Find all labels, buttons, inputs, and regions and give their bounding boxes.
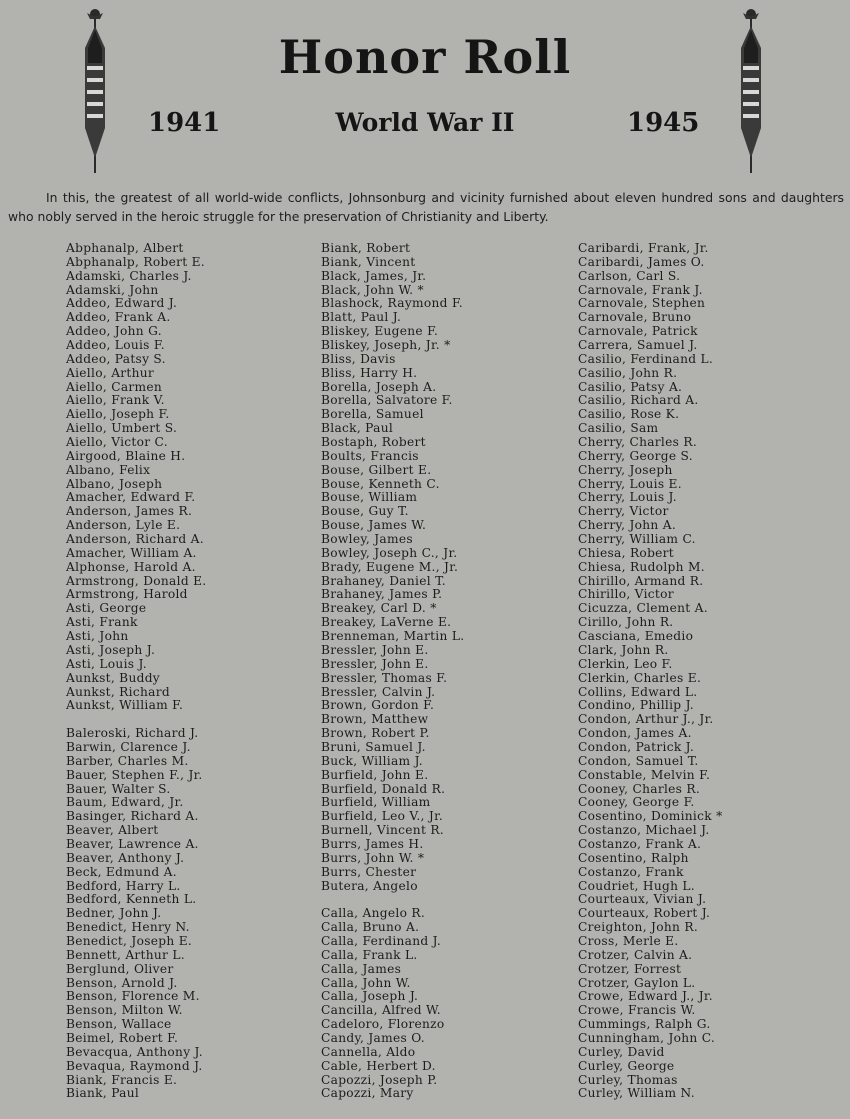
honor-roll-entry: Buck, William J.: [321, 753, 423, 768]
honor-roll-entry: Costanzo, Frank A.: [578, 836, 702, 851]
honor-roll-entry: Bliskey, Joseph, Jr. *: [321, 338, 451, 353]
honor-roll-entry: Casilio, Sam: [578, 421, 659, 436]
honor-roll-entry: Casilio, Richard A.: [578, 393, 699, 408]
honor-roll-entry: Aunkst, Richard: [66, 684, 170, 699]
honor-roll-entry: Courteaux, Robert J.: [578, 906, 711, 921]
honor-roll-entry: Aiello, Victor C.: [66, 435, 168, 450]
honor-roll-entry: Burfield, Donald R.: [321, 781, 446, 796]
honor-roll-entry: Bouse, Gilbert E.: [321, 462, 432, 477]
honor-roll-entry: Chirillo, Victor: [578, 587, 674, 602]
honor-roll-entry: Burrs, Chester: [321, 864, 417, 879]
honor-roll-entry: Brown, Matthew: [321, 712, 429, 727]
honor-roll-entry: Calla, Joseph J.: [321, 989, 419, 1004]
honor-roll-entry: Breakey, Carl D. *: [321, 601, 437, 616]
honor-roll-entry: Asti, George: [66, 601, 147, 616]
honor-roll-entry: Black, John W. *: [321, 282, 424, 297]
column-spacer: [321, 893, 464, 907]
page-header: [0, 0, 850, 178]
honor-roll-entry: Butera, Angelo: [321, 878, 418, 893]
honor-roll-entry: Collins, Edward L.: [578, 684, 698, 699]
honor-roll-entry: Chiesa, Rudolph M.: [578, 559, 705, 574]
honor-roll-entry: Courteaux, Vivian J.: [578, 892, 707, 907]
honor-roll-entry: Beaver, Anthony J.: [66, 850, 185, 865]
name-column: [321, 242, 464, 1101]
honor-roll-entry: Benson, Milton W.: [66, 1003, 183, 1018]
page-subtitle: World War II: [335, 108, 515, 137]
honor-roll-entry: Brahaney, Daniel T.: [321, 573, 446, 588]
honor-roll-entry: Benson, Florence M.: [66, 989, 200, 1004]
honor-roll-entry: Condon, Patrick J.: [578, 739, 695, 754]
honor-roll-entry: Cherry, Louis E.: [578, 476, 682, 491]
honor-roll-entry: Cherry, Louis J.: [578, 490, 677, 505]
page-title: Honor Roll: [278, 30, 572, 84]
honor-roll-entry: Borella, Salvatore F.: [321, 393, 453, 408]
honor-roll-entry: Aiello, Frank V.: [66, 393, 165, 408]
honor-roll-entry: Airgood, Blaine H.: [66, 448, 186, 463]
honor-roll-entry: Crotzer, Forrest: [578, 961, 682, 976]
honor-roll-entry: Coudriet, Hugh L.: [578, 878, 695, 893]
honor-roll-entry: Bauer, Walter S.: [66, 781, 171, 796]
honor-roll-entry: Calla, Ferdinand J.: [321, 933, 442, 948]
honor-roll-entry: Adamski, John: [66, 282, 159, 297]
honor-roll-entry: Clerkin, Charles E.: [578, 670, 702, 685]
honor-roll-entry: Bressler, Thomas F.: [321, 670, 448, 685]
honor-roll-entry: Blashock, Raymond F.: [321, 296, 463, 311]
honor-roll-entry: Albano, Felix: [66, 462, 151, 477]
honor-roll-entry: Curley, George: [578, 1058, 675, 1073]
honor-roll-entry: Chirillo, Armand R.: [578, 573, 704, 588]
honor-roll-entry: Carnovale, Bruno: [578, 310, 692, 325]
honor-roll-entry: Cummings, Ralph G.: [578, 1017, 711, 1032]
honor-roll-entry: Albano, Joseph: [66, 476, 163, 491]
honor-roll-entry: Carnovale, Frank J.: [578, 282, 703, 297]
honor-roll-entry: Crowe, Francis W.: [578, 1003, 696, 1018]
name-column: [66, 242, 206, 1101]
honor-roll-entry: Bevacqua, Anthony J.: [66, 1044, 203, 1059]
honor-roll-entry: Burnell, Vincent R.: [321, 823, 444, 838]
honor-roll-entry: Berglund, Oliver: [66, 961, 174, 976]
honor-roll-entry: Condon, Samuel T.: [578, 753, 699, 768]
honor-roll-entry: Amacher, Edward F.: [66, 490, 196, 505]
honor-roll-entry: Carrera, Samuel J.: [578, 338, 698, 353]
honor-roll-entry: Breakey, LaVerne E.: [321, 615, 452, 630]
honor-roll-entry: Bouse, William: [321, 490, 418, 505]
honor-roll-entry: Bliss, Harry H.: [321, 365, 418, 380]
honor-roll-entry: Burfield, William: [321, 795, 431, 810]
honor-roll-entry: Creighton, John R.: [578, 920, 698, 935]
honor-roll-entry: Bressler, Calvin J.: [321, 684, 436, 699]
honor-roll-entry: Barber, Charles M.: [66, 753, 189, 768]
honor-roll-entry: Cosentino, Dominick *: [578, 809, 723, 824]
honor-roll-entry: Bouse, Guy T.: [321, 504, 409, 519]
honor-roll-entry: Addeo, John G.: [66, 324, 162, 339]
honor-roll-entry: Candy, James O.: [321, 1030, 425, 1045]
honor-roll-entry: Addeo, Frank A.: [66, 310, 171, 325]
honor-roll-entry: Baleroski, Richard J.: [66, 726, 199, 741]
honor-roll-entry: Calla, John W.: [321, 975, 411, 990]
honor-roll-entry: Beaver, Lawrence A.: [66, 836, 199, 851]
honor-roll-entry: Bedford, Harry L.: [66, 878, 181, 893]
intro-paragraph: In this, the greatest of all world-wide conflicts, Johnsonburg and vicinity furnished about eleven hundred sons and daughters who nobly served in the heroic struggle for the preservation of Christianity and Liberty.: [8, 190, 844, 224]
year-start: 1941: [148, 108, 221, 138]
honor-roll-entry: Borella, Samuel: [321, 407, 424, 422]
honor-roll-entry: Brahaney, James P.: [321, 587, 443, 602]
honor-roll-entry: Brown, Gordon F.: [321, 698, 435, 713]
honor-roll-entry: Costanzo, Michael J.: [578, 823, 710, 838]
honor-roll-entry: Bowley, Joseph C., Jr.: [321, 545, 458, 560]
honor-roll-entry: Baum, Edward, Jr.: [66, 795, 184, 810]
honor-roll-entry: Crotzer, Calvin A.: [578, 947, 693, 962]
honor-roll-entry: Barwin, Clarence J.: [66, 739, 191, 754]
honor-roll-entry: Cirillo, John R.: [578, 615, 674, 630]
honor-roll-entry: Bouse, Kenneth C.: [321, 476, 440, 491]
honor-roll-entry: Bliskey, Eugene F.: [321, 324, 439, 339]
honor-roll-entry: Cannella, Aldo: [321, 1044, 416, 1059]
honor-roll-entry: Cherry, John A.: [578, 518, 677, 533]
honor-roll-entry: Cherry, William C.: [578, 532, 696, 547]
honor-roll-entry: Condon, Arthur J., Jr.: [578, 712, 714, 727]
honor-roll-entry: Blatt, Paul J.: [321, 310, 402, 325]
honor-roll-entry: Clerkin, Leo F.: [578, 656, 673, 671]
honor-roll-entry: Basinger, Richard A.: [66, 809, 199, 824]
honor-roll-entry: Asti, John: [66, 629, 129, 644]
honor-roll-entry: Calla, Frank L.: [321, 947, 418, 962]
honor-roll-entry: Bennett, Arthur L.: [66, 947, 185, 962]
honor-roll-entry: Benson, Wallace: [66, 1017, 172, 1032]
honor-roll-entry: Abphanalp, Albert: [66, 241, 184, 255]
honor-roll-entry: Casilio, Ferdinand L.: [578, 351, 714, 366]
honor-roll-entry: Aunkst, William F.: [66, 698, 184, 713]
column-spacer: [66, 713, 206, 727]
honor-roll-entry: Bouse, James W.: [321, 518, 427, 533]
honor-roll-entry: Biank, Robert: [321, 241, 411, 255]
honor-roll-entry: Boults, Francis: [321, 448, 419, 463]
honor-roll-entry: Casilio, Rose K.: [578, 407, 680, 422]
honor-roll-entry: Bostaph, Robert: [321, 435, 426, 450]
honor-roll-entry: Chiesa, Robert: [578, 545, 675, 560]
honor-roll-entry: Burrs, John W. *: [321, 850, 425, 865]
honor-roll-entry: Condino, Phillip J.: [578, 698, 694, 713]
honor-roll-entry: Aunkst, Buddy: [66, 670, 160, 685]
honor-roll-entry: Carnovale, Stephen: [578, 296, 706, 311]
honor-roll-entry: Brady, Eugene M., Jr.: [321, 559, 459, 574]
honor-roll-entry: Burrs, James H.: [321, 836, 424, 851]
honor-roll-entry: Aiello, Joseph F.: [66, 407, 170, 422]
honor-roll-entry: Cherry, George S.: [578, 448, 693, 463]
honor-roll-entry: Asti, Louis J.: [66, 656, 147, 671]
honor-roll-entry: Cancilla, Alfred W.: [321, 1003, 441, 1018]
honor-roll-entry: Cherry, Charles R.: [578, 435, 698, 450]
honor-roll-entry: Cooney, Charles R.: [578, 781, 701, 796]
honor-roll-entry: Asti, Frank: [66, 615, 138, 630]
honor-roll-entry: Cable, Herbert D.: [321, 1058, 436, 1073]
honor-roll-entry: Carnovale, Patrick: [578, 324, 698, 339]
honor-roll-entry: Armstrong, Harold: [66, 587, 188, 602]
name-column: [578, 242, 723, 1101]
honor-roll-entry: Benedict, Henry N.: [66, 920, 190, 935]
honor-roll-entry: Biank, Paul: [66, 1086, 140, 1101]
honor-roll-entry: Black, Paul: [321, 421, 394, 436]
honor-roll-entry: Costanzo, Frank: [578, 864, 684, 879]
honor-roll-entry: Cooney, George F.: [578, 795, 695, 810]
honor-roll-entry: Bressler, John E.: [321, 656, 429, 671]
honor-roll-entry: Beaver, Albert: [66, 823, 159, 838]
honor-roll-entry: Bedford, Kenneth L.: [66, 892, 197, 907]
honor-roll-entry: Calla, Angelo R.: [321, 906, 426, 921]
honor-roll-entry: Curley, Thomas: [578, 1072, 678, 1087]
honor-roll-entry: Bevaqua, Raymond J.: [66, 1058, 203, 1073]
honor-roll-entry: Amacher, William A.: [66, 545, 197, 560]
honor-roll-entry: Asti, Joseph J.: [66, 642, 156, 657]
honor-roll-entry: Beimel, Robert F.: [66, 1030, 179, 1045]
honor-roll-entry: Caribardi, Frank, Jr.: [578, 241, 709, 255]
honor-roll-entry: Calla, James: [321, 961, 402, 976]
honor-roll-entry: Curley, William N.: [578, 1086, 695, 1101]
honor-roll-entry: Anderson, James R.: [66, 504, 193, 519]
honor-roll-entry: Cunningham, John C.: [578, 1030, 716, 1045]
honor-roll-entry: Black, James, Jr.: [321, 268, 427, 283]
honor-roll-entry: Armstrong, Donald E.: [66, 573, 207, 588]
honor-roll-entry: Constable, Melvin F.: [578, 767, 711, 782]
honor-roll-entry: Caribardi, James O.: [578, 254, 705, 269]
honor-roll-entry: Abphanalp, Robert E.: [66, 254, 205, 269]
honor-roll-entry: Carlson, Carl S.: [578, 268, 681, 283]
honor-roll-entry: Addeo, Patsy S.: [66, 351, 166, 366]
honor-roll-entry: Benedict, Joseph E.: [66, 933, 193, 948]
honor-roll-entry: Bressler, John E.: [321, 642, 429, 657]
honor-roll-entry: Benson, Arnold J.: [66, 975, 178, 990]
honor-roll-entry: Casilio, John R.: [578, 365, 678, 380]
honor-roll-entry: Clark, John R.: [578, 642, 669, 657]
honor-roll-entry: Cicuzza, Clement A.: [578, 601, 708, 616]
honor-roll-entry: Anderson, Richard A.: [66, 532, 204, 547]
honor-roll-entry: Bedner, John J.: [66, 906, 162, 921]
honor-roll-entry: Adamski, Charles J.: [66, 268, 192, 283]
honor-roll-entry: Casilio, Patsy A.: [578, 379, 683, 394]
honor-roll-entry: Addeo, Louis F.: [66, 338, 165, 353]
honor-roll-entry: Brenneman, Martin L.: [321, 629, 465, 644]
honor-roll-entry: Crotzer, Gaylon L.: [578, 975, 696, 990]
honor-roll-entry: Biank, Francis E.: [66, 1072, 178, 1087]
honor-roll-entry: Condon, James A.: [578, 726, 692, 741]
honor-roll-entry: Cross, Merle E.: [578, 933, 679, 948]
honor-roll-entry: Cosentino, Ralph: [578, 850, 689, 865]
honor-roll-entry: Borella, Joseph A.: [321, 379, 437, 394]
honor-roll-entry: Capozzi, Joseph P.: [321, 1072, 438, 1087]
honor-roll-entry: Cadeloro, Florenzo: [321, 1017, 445, 1032]
honor-roll-entry: Brown, Robert P.: [321, 726, 430, 741]
honor-roll-entry: Aiello, Umbert S.: [66, 421, 178, 436]
honor-roll-entry: Biank, Vincent: [321, 254, 416, 269]
honor-roll-entry: Calla, Bruno A.: [321, 920, 420, 935]
honor-roll-entry: Burfield, John E.: [321, 767, 429, 782]
honor-roll-entry: Bauer, Stephen F., Jr.: [66, 767, 203, 782]
honor-roll-entry: Cherry, Joseph: [578, 462, 673, 477]
honor-roll-entry: Curley, David: [578, 1044, 665, 1059]
honor-roll-entry: Crowe, Edward J., Jr.: [578, 989, 713, 1004]
honor-roll-entry: Capozzi, Mary: [321, 1086, 414, 1101]
honor-roll-entry: Bliss, Davis: [321, 351, 396, 366]
honor-roll-entry: Addeo, Edward J.: [66, 296, 178, 311]
honor-roll-entry: Anderson, Lyle E.: [66, 518, 181, 533]
honor-roll-entry: Aiello, Arthur: [66, 365, 155, 380]
honor-roll-entry: Casciana, Emedio: [578, 629, 694, 644]
honor-roll-entry: Bowley, James: [321, 532, 413, 547]
honor-roll-entry: Burfield, Leo V., Jr.: [321, 809, 444, 824]
honor-roll-entry: Aiello, Carmen: [66, 379, 163, 394]
honor-roll-entry: Beck, Edmund A.: [66, 864, 177, 879]
honor-roll-entry: Bruni, Samuel J.: [321, 739, 426, 754]
honor-roll-entry: Alphonse, Harold A.: [66, 559, 196, 574]
year-end: 1945: [627, 108, 700, 138]
honor-roll-entry: Cherry, Victor: [578, 504, 669, 519]
